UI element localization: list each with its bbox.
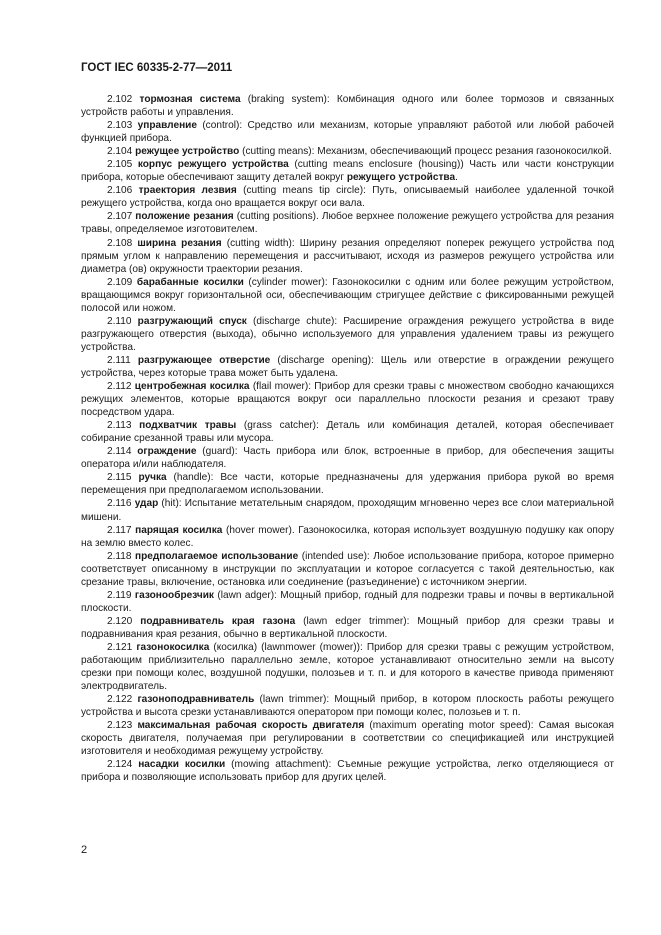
definition-text: (hit): Испытание метательным снарядом, проходящим мгновенно через все слои материальной мишени. bbox=[81, 498, 614, 523]
definition-entry bbox=[81, 315, 614, 354]
defined-term: тормозная система bbox=[139, 94, 241, 105]
definition-entry bbox=[81, 276, 614, 315]
defined-term: подравниватель края газона bbox=[140, 615, 296, 627]
defined-term: парящая косилка bbox=[135, 524, 223, 536]
clause-number: 2.121 bbox=[107, 641, 133, 653]
defined-term: удар bbox=[134, 498, 159, 510]
defined-term: барабанные косилки bbox=[136, 276, 244, 288]
defined-term: траектория лезвия bbox=[138, 185, 237, 197]
clause-number: 2.120 bbox=[107, 615, 133, 627]
definition-text: (cutting means tip circle): Путь, описываемый наиболее удаленной точкой режущего устройства, когда оно вращается вокруг оси вала. bbox=[81, 185, 615, 210]
definition-text: (braking system): Комбинация одного или более тормозов и связанных устройств работы и управления. bbox=[81, 94, 614, 119]
definition-entry bbox=[81, 93, 614, 119]
definition-entry bbox=[81, 419, 614, 445]
definition-text: (cylinder mower): Газонокосилки с одним или более режущим устройством, вращающимся вокруг горизонтальной оси, обеспечивающим стригущее действие с фиксированными режущей полосой или ножом. bbox=[81, 276, 614, 314]
defined-term: газонокосилка bbox=[136, 641, 210, 653]
definition-text: (косилка) (lawnmower (mower)): Прибор для срезки травы с режущим устройством, работающим приблизительно параллельно земле, которое устанавливают относительно земли на высоту срезки при помощи колес, воздушной подушки, полозьев и т. п. и для которого в качестве привода применяют электродвигатель. bbox=[81, 641, 614, 693]
definition-text: (mowing attachment): Съемные режущие устройства, легко отделяющиеся от прибора и позволяющие использовать прибор для других целей. bbox=[81, 759, 614, 784]
clause-number: 2.115 bbox=[107, 472, 132, 484]
definition-entry bbox=[81, 758, 614, 784]
definition-text: (grass catcher): Деталь или комбинация деталей, которая обеспечивает собирание срезанной травы или мусора. bbox=[81, 420, 614, 445]
defined-term: предполагаемое использование bbox=[135, 550, 299, 562]
defined-term: разгружающее отверстие bbox=[137, 354, 271, 366]
clause-number: 2.122 bbox=[107, 694, 133, 706]
clause-number: 2.124 bbox=[107, 759, 133, 771]
definition-text: (cutting positions). Любое верхнее положение режущего устройства для резания травы, определяемое изготовителем. bbox=[81, 211, 615, 236]
definition-entry bbox=[81, 354, 614, 380]
clause-number: 2.114 bbox=[107, 446, 132, 458]
defined-term: максимальная рабочая скорость двигателя bbox=[137, 720, 365, 732]
defined-term: разгружающий спуск bbox=[137, 315, 247, 327]
clause-number: 2.117 bbox=[107, 524, 132, 536]
defined-term: газонообрезчик bbox=[134, 589, 214, 601]
clause-number: 2.116 bbox=[107, 498, 132, 510]
clause-number: 2.113 bbox=[107, 420, 132, 432]
definition-text: (guard): Часть прибора или блок, встроенные в прибор, для обеспечения защиты оператора и/или наблюдателя. bbox=[81, 446, 614, 471]
clause-number: 2.104 bbox=[107, 146, 133, 158]
definition-entry bbox=[81, 158, 614, 184]
definition-text: (maximum operating motor speed): Самая высокая скорость двигателя, получаемая при регулировании в соответствии со спецификацией или инструкцией изготовителя и необходимая режущему устройству. bbox=[81, 720, 614, 758]
definition-text: (flail mower): Прибор для срезки травы с множеством свободно качающихся режущих элементов, которые вращаются вокруг оси параллельно плоскости резания и срезают траву посредством удара. bbox=[81, 381, 614, 419]
page-number: 2 bbox=[81, 844, 88, 856]
definition-text-end: . bbox=[455, 172, 458, 184]
definition-entry bbox=[81, 471, 614, 497]
definition-entry bbox=[81, 119, 614, 145]
definition-entry bbox=[81, 184, 614, 210]
definition-entry bbox=[81, 145, 614, 158]
clause-number: 2.105 bbox=[107, 159, 133, 171]
definition-text: (lawn adger): Мощный прибор, годный для подрезки травы и почвы в вертикальной плоскости. bbox=[81, 589, 614, 614]
defined-term: ширина резания bbox=[137, 237, 222, 249]
defined-term: центробежная косилка bbox=[134, 381, 250, 393]
clause-number: 2.107 bbox=[107, 211, 133, 223]
definition-text: (lawn trimmer): Мощный прибор, в котором плоскость работы режущего устройства и высота срезки устанавливаются оператором при помощи колес, полозьев и т. п. bbox=[81, 694, 614, 719]
definition-entry bbox=[81, 497, 614, 523]
clause-number: 2.106 bbox=[107, 185, 133, 197]
defined-term: газоноподравниватель bbox=[137, 694, 255, 706]
definition-entry bbox=[81, 693, 614, 719]
definition-entry bbox=[81, 719, 614, 758]
clause-number: 2.103 bbox=[107, 120, 133, 132]
definition-entry bbox=[81, 380, 614, 419]
definition-entry bbox=[81, 445, 614, 471]
clause-number: 2.118 bbox=[107, 550, 132, 562]
definition-entry bbox=[81, 550, 614, 589]
definition-entry bbox=[81, 237, 614, 276]
definition-text: (control): Средство или механизм, которые управляют работой или любой рабочей функцией прибора. bbox=[81, 120, 614, 145]
defined-term: насадки косилки bbox=[138, 759, 226, 771]
definition-text: (discharge chute): Расширение ограждения режущего устройства в виде разгружающего отверстия (выхода), обычно используемого для управления удалением травы из режущего устройства. bbox=[81, 315, 614, 353]
defined-term: ограждение bbox=[137, 446, 197, 458]
definition-entry bbox=[81, 615, 614, 641]
definition-text: (lawn edger trimmer): Мощный прибор для срезки травы и подравнивания края резания, обычно в вертикальной плоскости. bbox=[81, 615, 614, 640]
definition-entry bbox=[81, 524, 614, 550]
definition-text: (cutting means enclosure (housing)) Часть или части конструкции прибора, которые обеспечивают защиту деталей вокруг bbox=[81, 159, 614, 184]
clause-number: 2.109 bbox=[107, 276, 133, 288]
definition-text: (cutting width): Ширину резания определяют поперек режущего устройства под прямым углом к направлению перемещения и рассчитывают, исходя из размеров режущего устройства или диаметра (ов) окружности траектории резания. bbox=[81, 237, 614, 275]
definitions-list bbox=[81, 93, 614, 784]
defined-term: подхватчик травы bbox=[139, 420, 237, 432]
definition-entry bbox=[81, 641, 614, 693]
clause-number: 2.110 bbox=[107, 315, 132, 327]
definition-text: (discharge opening): Щель или отверстие в ограждении режущего устройства, через которые трава может быть удалена. bbox=[81, 354, 614, 379]
defined-term: корпус режущего устройства bbox=[137, 159, 289, 171]
document-header: ГОСТ IEC 60335-2-77—2011 bbox=[81, 62, 233, 74]
defined-term-reference: режущего устройства bbox=[346, 172, 456, 184]
definition-text: (hover mower). Газонокосилка, которая использует воздушную подушку как опору на землю вместо колес. bbox=[81, 524, 615, 549]
clause-number: 2.111 bbox=[107, 354, 131, 366]
definition-text: (intended use): Любое использование прибора, которое примерно соответствует описанному в инструкции по эксплуатации и которое согласуется с такой деятельностью, как срезание травы, включение, остановка или соединение (разъединение) с источником энергии. bbox=[81, 550, 614, 588]
definition-text: (handle): Все части, которые предназначены для удержания прибора рукой во время перемещения при предполагаемом использовании. bbox=[81, 472, 614, 497]
clause-number: 2.108 bbox=[107, 237, 133, 249]
defined-term: режущее устройство bbox=[135, 146, 240, 158]
clause-number: 2.102 bbox=[107, 94, 133, 105]
definition-entry bbox=[81, 210, 614, 236]
defined-term: ручка bbox=[138, 472, 167, 484]
defined-term: управление bbox=[137, 120, 197, 132]
clause-number: 2.112 bbox=[107, 381, 132, 393]
definition-text: (cutting means): Механизм, обеспечивающий процесс резания газонокосилкой. bbox=[239, 146, 612, 158]
definition-entry bbox=[81, 589, 614, 615]
defined-term: положение резания bbox=[135, 211, 234, 223]
clause-number: 2.119 bbox=[107, 589, 132, 601]
clause-number: 2.123 bbox=[107, 720, 133, 732]
